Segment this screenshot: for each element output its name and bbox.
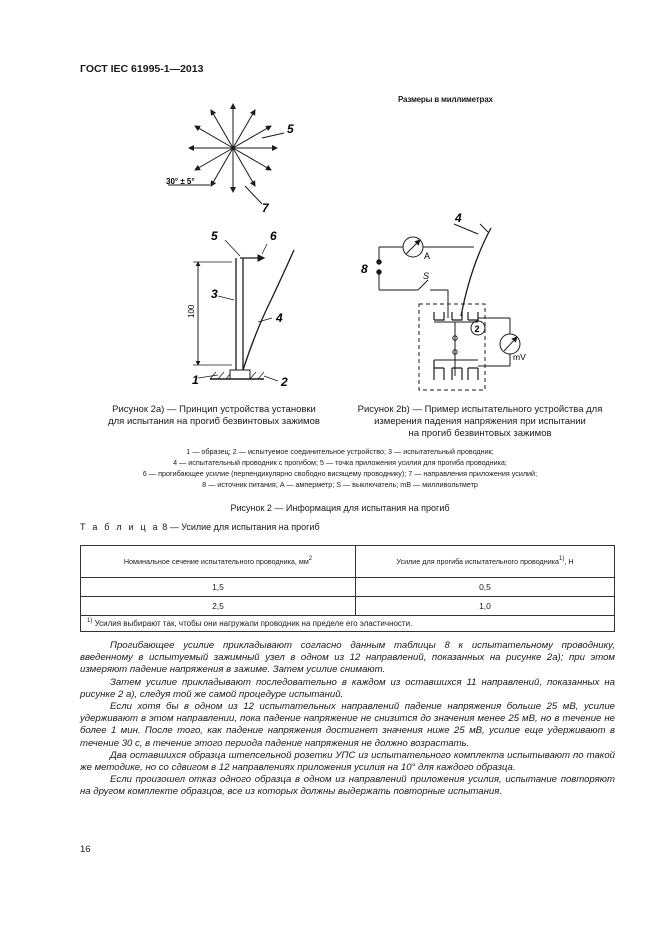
label-1: 1 bbox=[192, 373, 199, 387]
label-5-top: 5 bbox=[287, 122, 294, 136]
label-7: 7 bbox=[262, 201, 269, 215]
figure-2-drawing bbox=[0, 0, 661, 440]
caption-figure-2a: Рисунок 2а) — Принцип устройства установки для испытания на прогиб безвинтовых зажимов bbox=[108, 404, 320, 427]
table-header-force: Усилие для прогиба испытательного проводника$^{1)}$, Н bbox=[355, 546, 614, 578]
body-text bbox=[80, 640, 615, 799]
table-8 bbox=[80, 545, 615, 632]
page-header: ГОСТ IEC 61995-1—2013 bbox=[80, 63, 204, 75]
page-number: 16 bbox=[80, 844, 91, 855]
label-4: 4 bbox=[276, 311, 283, 325]
label-2b: 2 bbox=[474, 324, 480, 334]
label-mv: mV bbox=[513, 352, 526, 362]
label-ammeter: A bbox=[424, 251, 431, 261]
caption-figure-2b: Рисунок 2b) — Пример испытательного устройства для измерения падения напряжения при испытании на прогиб безвинтовых зажимов bbox=[357, 404, 603, 439]
table-footnote: $^{1)}$ Усилия выбирают так, чтобы они нагружали проводник на пределе его эластичности. bbox=[81, 616, 615, 632]
dimensions-note: Размеры в миллиметрах bbox=[398, 95, 493, 104]
paragraph: Затем усилие прикладывают последовательно в каждом из оставшихся 11 направлений, показанных на рисунке 2 а), следуя той же самой процедуре испытаний. bbox=[80, 676, 615, 700]
test-circuit bbox=[377, 224, 520, 390]
label-3: 3 bbox=[211, 287, 218, 301]
label-8: 8 bbox=[361, 262, 368, 276]
label-6: 6 bbox=[270, 229, 277, 243]
figure-legend: 1 — образец; 2 — испытуемое соединительное устройство; 3 — испытательный проводник; 4 — испытательный проводник с прогибом; 5 — точка приложения усилия для прогиба проводника; 6 — прогибающее усилие (перпендикулярно свободно висящему проводнику); 7 — направления приложения усилий; 8 — источник питания; A — амперметр; S — выключатель; mB — милливольтметр bbox=[142, 447, 538, 489]
table-row: 1,5 0,5 bbox=[81, 578, 615, 597]
paragraph: Прогибающее усилие прикладывают согласно данным таблицы 8 к испытательному проводнику, введенному в испытуемый зажимный узел в одном из 12 направлений, показанных на рисунке 2а); при этом измеряют падение напряжения в зажиме. Затем усилие снимают. bbox=[80, 640, 615, 676]
paragraph: Два оставшихся образца штепсельной розетки УПС из испытательного комплекта испытывают по такой же методике, но со сдвигом в 12 направлениях приложения усилия на 10° для каждого образца. bbox=[80, 749, 615, 774]
label-2: 2 bbox=[281, 375, 288, 389]
paragraph: Если хотя бы в одном из 12 испытательных направлений падение напряжения больше 25 мВ, усилие удерживают в этом направлении, пока падение напряжение не снизится до значения менее 25 мВ, но в течение не более 1 мин. После того, как падение напряжения достигнет значения ниже 25 мВ, усилие еще удерживают в течение 30 с, в течение этого периода падение напряжения не должно возрастать. bbox=[80, 701, 615, 749]
paragraph: Если произошел отказ одного образца в одном из направлений приложения усилия, испытание повторяют на другом комплекте образцов, все из которых должны выдержать повторные испытания. bbox=[80, 774, 615, 798]
label-5: 5 bbox=[211, 229, 218, 243]
table-caption: Т а б л и ц а 8 — Усилие для испытания на прогиб bbox=[80, 522, 320, 532]
angle-label: 30° ± 5° bbox=[166, 177, 195, 186]
table-row: 2,5 1,0 bbox=[81, 597, 615, 616]
dimension-100: 100 bbox=[187, 304, 196, 318]
figure-title: Рисунок 2 — Информация для испытания на прогиб bbox=[230, 503, 450, 513]
force-directions-star bbox=[168, 104, 284, 204]
label-4b: 4 bbox=[455, 211, 462, 225]
label-switch: S bbox=[423, 271, 430, 281]
table-header-section: Номинальное сечение испытательного проводника, $мм^2$ bbox=[81, 546, 356, 578]
